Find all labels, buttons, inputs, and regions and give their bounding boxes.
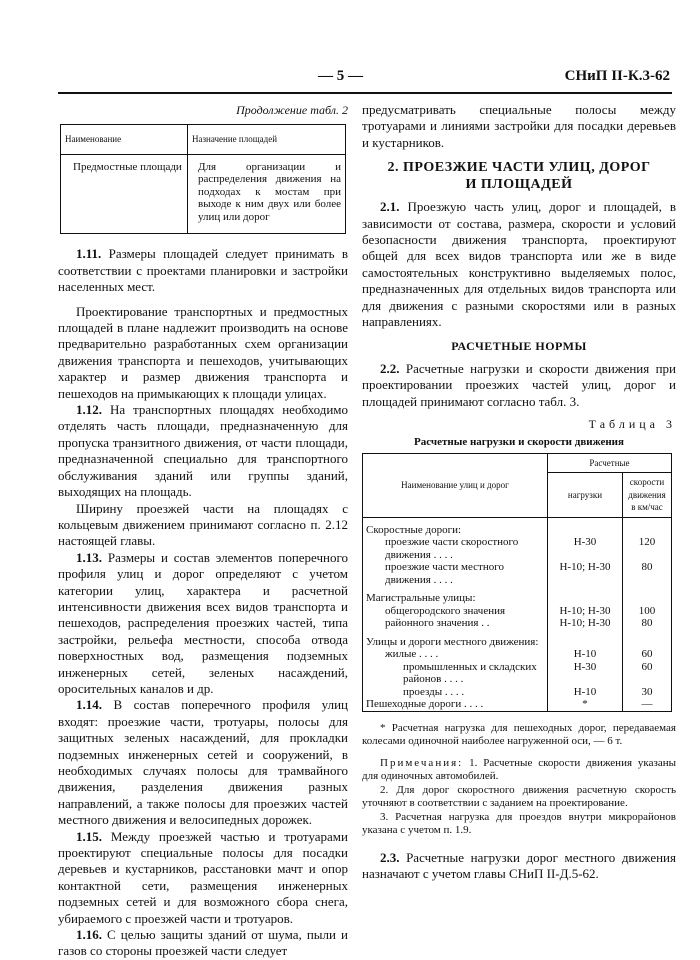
table-2-cell-name: Предмостные площади <box>61 154 188 234</box>
table-row <box>363 686 672 699</box>
table-3-header-load: нагрузки <box>548 473 623 518</box>
paragraph-1-11-cont: Проектирование транспортных и предмостных площадей в плане надлежит производить на основе предварительно разработанных схем организации движения транспорта и пешеходов, учитывающих характер и размер движения транспорта и пешеходов на примыкающих к площади улицах. <box>58 303 348 401</box>
table-3-cell-speed: — <box>623 698 672 711</box>
table-3-cell-speed: 30 <box>623 686 672 699</box>
table-3-cell-load: Н-10; Н-30 <box>548 561 623 586</box>
table-3-cell-load <box>548 586 623 605</box>
paragraph-2-1: 2.1. Проезжую часть улиц, дорог и площадей, в зависимости от состава, размера, скорости и условий безопасности движения транспорта, проектируют общей для всех видов транспорта или же в виде самостоятельных конструктивно выделяемых полос, предназначенных для отдельных видов транспорта или для движения с разными скоростями или в разных направлениях. <box>362 199 676 330</box>
table-3-cell-speed: 120 <box>623 536 672 561</box>
table-continuation-label: Продолжение табл. 2 <box>236 103 348 117</box>
table-3-cell-speed: 80 <box>623 561 672 586</box>
paragraph-lead: предусматривать специальные полосы между тротуарами и линиями застройки для посадки деревьев и кустарников. <box>362 102 676 150</box>
section-title: 2. ПРОЕЗЖИЕ ЧАСТИ УЛИЦ, ДОРОГ И ПЛОЩАДЕЙ <box>387 160 651 193</box>
paragraph-2-2: 2.2. Расчетные нагрузки и скорости движения при проектировании проезжих частей улиц, дорог и площадей принимают согласно табл. 3. <box>362 360 676 409</box>
table-3-cell-speed <box>623 517 672 536</box>
table-3-cell-load: Н-30 <box>548 661 623 686</box>
table-3-cell-load: Н-30 <box>548 536 623 561</box>
paragraph-1-11: 1.11. Размеры площадей следует принимать в соответствии с проектами планировки и застройки населенных мест. <box>58 246 348 295</box>
right-column <box>362 102 676 883</box>
table-3-cell-load: * <box>548 698 623 711</box>
paragraph-1-14: 1.14. В состав поперечного профиля улиц входят: проезжие части, тротуары, полосы для защитных зеленых насаждений, для прокладки подземных инженерных сетей и сооружений, в необходимых случаях полосы для трамвайного движения, разделения движения разных направлений, а также полосы для проезжих частей местного движения и велосипедных дорожек. <box>58 697 348 828</box>
table-3-cell-name: проезды . . . . <box>363 686 548 699</box>
table-3-cell-load: Н-10; Н-30 <box>548 617 623 630</box>
table-row <box>363 561 672 586</box>
paragraph-1-16: 1.16. С целью защиты зданий от шума, пыли и газов со стороны проезжей части следует <box>58 927 348 959</box>
table-3-label: Таблица 3 <box>588 417 676 432</box>
table-3-header-group: Расчетные <box>548 453 672 473</box>
page-number: — 5 — <box>318 68 363 84</box>
table-2 <box>60 124 346 234</box>
table-3-cell-speed <box>623 586 672 605</box>
table-3-cell-name: промышленных и складских районов . . . . <box>363 661 548 686</box>
table-3-cell-load <box>548 630 623 649</box>
table-3-cell-load <box>548 517 623 536</box>
table-3-cell-name: проезжие части скоростного движения . . . . <box>363 536 548 561</box>
table-3-footnote: * Расчетная нагрузка для пешеходных дорог, передаваемая колесами одиночной наиболее нагруженной оси, — 6 т. <box>362 721 676 748</box>
table-3-note-2: 2. Для дорог скоростного движения расчетную скорость уточняют в соответствии с заданием на проектирование. <box>362 783 676 810</box>
table-3-note-3: 3. Расчетная нагрузка для проездов внутри микрорайонов указана с учетом п. 1.9. <box>362 810 676 837</box>
table-row <box>363 517 672 536</box>
table-2-header-purpose: Назначение площадей <box>188 125 346 155</box>
table-3-title: Расчетные нагрузки и скорости движения <box>414 435 624 448</box>
table-3-cell-name: Скоростные дороги: <box>363 517 548 536</box>
table-row <box>363 698 672 711</box>
table-3-cell-name: Магистральные улицы: <box>363 586 548 605</box>
table-3-cell-speed <box>623 630 672 649</box>
table-3-cell-load: Н-10; Н-30 <box>548 605 623 618</box>
table-row <box>61 154 346 234</box>
table-row <box>363 536 672 561</box>
table-row <box>363 661 672 686</box>
table-3-note-1: Примечания: 1. Расчетные скорости движения указаны для одиночных автомобилей. <box>362 756 676 783</box>
table-row <box>363 630 672 649</box>
table-3-cell-speed: 60 <box>623 648 672 661</box>
subsection-title: РАСЧЕТНЫЕ НОРМЫ <box>451 339 587 354</box>
paragraph-1-13: 1.13. Размеры и состав элементов поперечного профиля улиц и дорог определяют с учетом категории улиц, характера и расчетной интенсивности движения всех видов транспорта и пешеходов, распределения проезжих частей, типа застройки, рельефа местности, способа отвода поверхностных вод, размещения подземных инженерных сетей, зеленых насаждений, оросительных каналов и др. <box>58 549 348 696</box>
paragraph-1-15: 1.15. Между проезжей частью и тротуарами проектируют специальные полосы для посадки деревьев и кустарников, расстановки мачт и опор контактной сети, размещения инженерных подземных сетей и для возможного сбора снега, убираемого с проезжей части и тротуаров. <box>58 828 348 926</box>
table-3-notes <box>362 722 676 838</box>
table-3-cell-speed: 100 <box>623 605 672 618</box>
table-3-header-speed: скорости движения в км/час <box>623 473 672 518</box>
table-3-cell-name: проезжие части местного движения . . . . <box>363 561 548 586</box>
paragraph-2-3: 2.3. Расчетные нагрузки дорог местного движения назначают с учетом главы СНиП II-Д.5-62. <box>362 849 676 882</box>
table-row <box>363 586 672 605</box>
table-3-cell-name: общегородского значения <box>363 605 548 618</box>
table-row <box>363 617 672 630</box>
table-row <box>363 648 672 661</box>
table-2-cell-purpose: Для организации и распределения движения на подходах к мостам при выходе к ним двух или более улиц или дорог <box>188 154 346 234</box>
table-3-cell-load: Н-10 <box>548 648 623 661</box>
header-rule <box>58 92 672 94</box>
document-code: СНиП II-К.3-62 <box>564 68 670 84</box>
table-3 <box>362 453 672 712</box>
table-3-cell-speed: 60 <box>623 661 672 686</box>
table-3-cell-load: Н-10 <box>548 686 623 699</box>
table-3-cell-speed: 80 <box>623 617 672 630</box>
left-column <box>58 102 348 960</box>
table-row <box>363 605 672 618</box>
table-3-cell-name: жилые . . . . <box>363 648 548 661</box>
table-3-header-name: Наименование улиц и дорог <box>363 453 548 517</box>
paragraph-1-12: 1.12. На транспортных площадях необходимо отделять часть площади, предназначенную для пропуска транзитного движения, от части площади, предназначенной специально для транспортного обслуживания зданий или группы зданий, выходящих на площадь. <box>58 402 348 500</box>
table-2-header-name: Наименование <box>61 125 188 155</box>
table-3-cell-name: Пешеходные дороги . . . . <box>363 698 548 711</box>
paragraph-1-12-cont: Ширину проезжей части на площадях с кольцевым движением принимают согласно п. 2.12 настоящей главы. <box>58 500 348 549</box>
table-3-cell-name: районного значения . . <box>363 617 548 630</box>
table-3-cell-name: Улицы и дороги местного движения: <box>363 630 548 649</box>
